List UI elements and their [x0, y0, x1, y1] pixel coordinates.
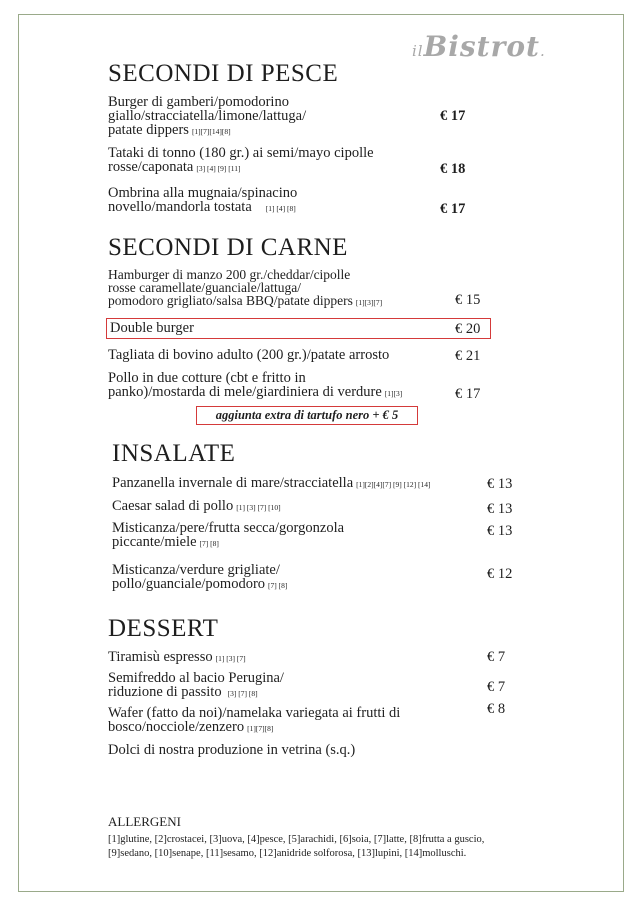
bistrot-logo: ilBistrot. [412, 30, 546, 63]
section-title-insalate: INSALATE [112, 440, 236, 467]
menu-item: Caesar salad di pollo [1] [3] [7] [10] [112, 498, 281, 514]
truffle-extra-note: aggiunta extra di tartufo nero + € 5 [215, 408, 399, 422]
menu-item: Tiramisù espresso [1] [3] [7] [108, 649, 246, 665]
item-price: € 13 [487, 476, 513, 492]
menu-item: Ombrina alla mugnaia/spinacino novello/mandorla tostata [1] [4] [8] [108, 185, 298, 215]
allergen-codes: [1][2][4][7] [9] [12] [14] [356, 480, 431, 489]
menu-item: Wafer (fatto da noi)/namelaka variegata ai frutti di bosco/nocciole/zenzero [1][7][8] [108, 705, 401, 735]
menu-item: Misticanza/verdure grigliate/ pollo/guanciale/pomodoro [7] [8] [112, 562, 288, 592]
allergen-codes: [7] [8] [268, 581, 288, 590]
section-title-pesce: SECONDI DI PESCE [108, 60, 339, 87]
item-price: € 13 [487, 501, 513, 517]
menu-item: Double burger [110, 320, 194, 336]
allergen-codes: [7] [8] [199, 539, 219, 548]
menu-item: Pollo in due cotture (cbt e fritto in panko)/mostarda di mele/giardiniera di verdure [1][3] [108, 370, 403, 400]
item-price: € 7 [487, 679, 506, 695]
allergen-codes: [1][7][8] [247, 724, 274, 733]
item-price: € 13 [487, 523, 513, 539]
menu-item: Burger di gamberi/pomodorino giallo/stracciatella/limone/lattuga/ patate dippers [1][7][14][8] [108, 94, 307, 138]
allergen-codes: [1] [3] [7] [10] [236, 503, 281, 512]
allergens-legend: [1]glutine, [2]crostacei, [3]uova, [4]pesce, [5]arachidi, [6]soia, [7]latte, [8]frutta a guscio, [9]sedano, [10]senape, [11]sesamo, [12]anidride solforosa, [13]lupini, [14]molluschi. [108, 834, 485, 859]
menu-item: Hamburger di manzo 200 gr./cheddar/cipolle rosse caramellate/guanciale/lattuga/ pomodoro grigliato/salsa BBQ/patate dippers [1][3][7] [108, 267, 383, 308]
item-price: € 8 [487, 701, 506, 717]
allergens-title: ALLERGENI [108, 814, 181, 829]
item-price: € 7 [487, 649, 506, 665]
menu-item: Misticanza/pere/frutta secca/gorgonzola piccante/miele [7] [8] [112, 520, 345, 550]
menu-item: Dolci di nostra produzione in vetrina (s.q.) [108, 742, 356, 758]
item-price: € 12 [487, 566, 513, 582]
item-price: € 17 [440, 108, 466, 124]
item-price: € 21 [455, 348, 481, 364]
item-price: € 17 [440, 201, 466, 217]
menu-item: Tataki di tonno (180 gr.) ai semi/mayo cipolle rosse/caponata [3] [4] [9] [11] [108, 145, 374, 175]
allergen-codes: [1][3][7] [355, 298, 383, 307]
menu-item: Panzanella invernale di mare/stracciatella [1][2][4][7] [9] [12] [14] [112, 475, 431, 491]
section-title-dessert: DESSERT [108, 615, 219, 642]
allergen-codes: [3] [7] [8] [227, 689, 258, 698]
menu-item: Semifreddo al bacio Perugina/ riduzione di passito [3] [7] [8] [108, 670, 284, 700]
section-title-carne: SECONDI DI CARNE [108, 234, 348, 261]
allergen-codes: [1] [4] [8] [265, 204, 296, 213]
item-price: € 20 [455, 321, 481, 337]
menu-item: Tagliata di bovino adulto (200 gr.)/patate arrosto [108, 347, 390, 363]
item-price: € 18 [440, 161, 466, 177]
allergen-codes: [1] [3] [7] [215, 654, 246, 663]
allergen-codes: [3] [4] [9] [11] [196, 164, 241, 173]
allergen-codes: [1][3] [384, 389, 403, 398]
allergen-codes: [1][7][14][8] [191, 127, 231, 136]
item-price: € 15 [455, 292, 481, 308]
item-price: € 17 [455, 386, 481, 402]
